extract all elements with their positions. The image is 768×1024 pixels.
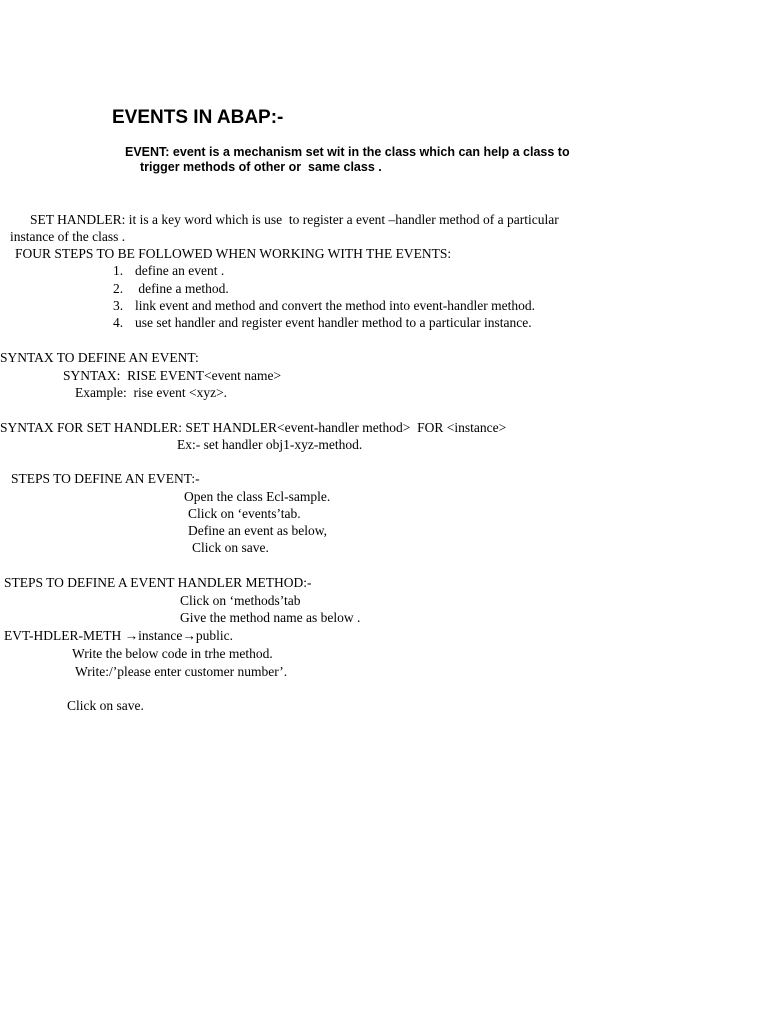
- four-steps-item: [113, 315, 532, 331]
- steps-event-item: Click on save.: [192, 540, 269, 555]
- four-steps-item: [113, 281, 229, 297]
- steps-event-item: Open the class Ecl-sample.: [184, 489, 331, 504]
- steps-event-item: Click on ‘events’tab.: [188, 506, 301, 521]
- syntax-handler-line: SYNTAX FOR SET HANDLER: SET HANDLER<event-handler method> FOR <instance>: [0, 420, 507, 435]
- item-number: 3.: [113, 298, 124, 313]
- item-number: 4.: [113, 315, 124, 330]
- method-signature-line: [4, 628, 233, 644]
- event-definition-line2: trigger methods of other or same class .: [140, 160, 382, 174]
- write-code-statement: Write:/’please enter customer number’.: [75, 664, 288, 679]
- steps-handler-item: Click on ‘methods’tab: [180, 593, 301, 608]
- four-steps-heading: FOUR STEPS TO BE FOLLOWED WHEN WORKING WITH THE EVENTS:: [15, 246, 452, 261]
- steps-event-item: Define an event as below,: [188, 523, 327, 538]
- four-steps-item: [113, 298, 535, 314]
- item-number: 1.: [113, 263, 124, 278]
- event-definition-line1: EVENT: event is a mechanism set wit in the class which can help a class to: [125, 145, 570, 159]
- right-arrow-icon: →: [182, 628, 196, 643]
- steps-handler-item: Give the method name as below .: [180, 610, 361, 625]
- syntax-event-syntax: SYNTAX: RISE EVENT<event name>: [63, 368, 282, 383]
- set-handler-definition-line2: instance of the class .: [10, 229, 126, 244]
- item-text: use set handler and register event handler method to a particular instance.: [135, 315, 532, 330]
- click-save-line: Click on save.: [67, 698, 144, 713]
- four-steps-item: [113, 263, 224, 279]
- steps-event-heading: STEPS TO DEFINE AN EVENT:-: [11, 471, 200, 486]
- item-text: define a method.: [135, 281, 229, 296]
- write-code-intro: Write the below code in trhe method.: [72, 646, 273, 661]
- item-text: link event and method and convert the method into event-handler method.: [135, 298, 536, 313]
- page-title: EVENTS IN ABAP:-: [112, 107, 284, 128]
- item-number: 2.: [113, 281, 124, 296]
- set-handler-definition-line1: SET HANDLER: it is a key word which is use to register a event –handler method of a particular: [30, 212, 559, 227]
- syntax-event-example: Example: rise event <xyz>.: [75, 385, 228, 400]
- method-instance: instance: [138, 628, 183, 643]
- method-name: EVT-HDLER-METH: [4, 628, 122, 643]
- syntax-event-heading: SYNTAX TO DEFINE AN EVENT:: [0, 350, 199, 365]
- steps-handler-heading: STEPS TO DEFINE A EVENT HANDLER METHOD:-: [4, 575, 312, 590]
- right-arrow-icon: →: [124, 628, 139, 643]
- syntax-handler-example: Ex:- set handler obj1-xyz-method.: [177, 437, 363, 452]
- method-visibility: public.: [195, 628, 233, 643]
- item-text: define an event .: [135, 263, 225, 278]
